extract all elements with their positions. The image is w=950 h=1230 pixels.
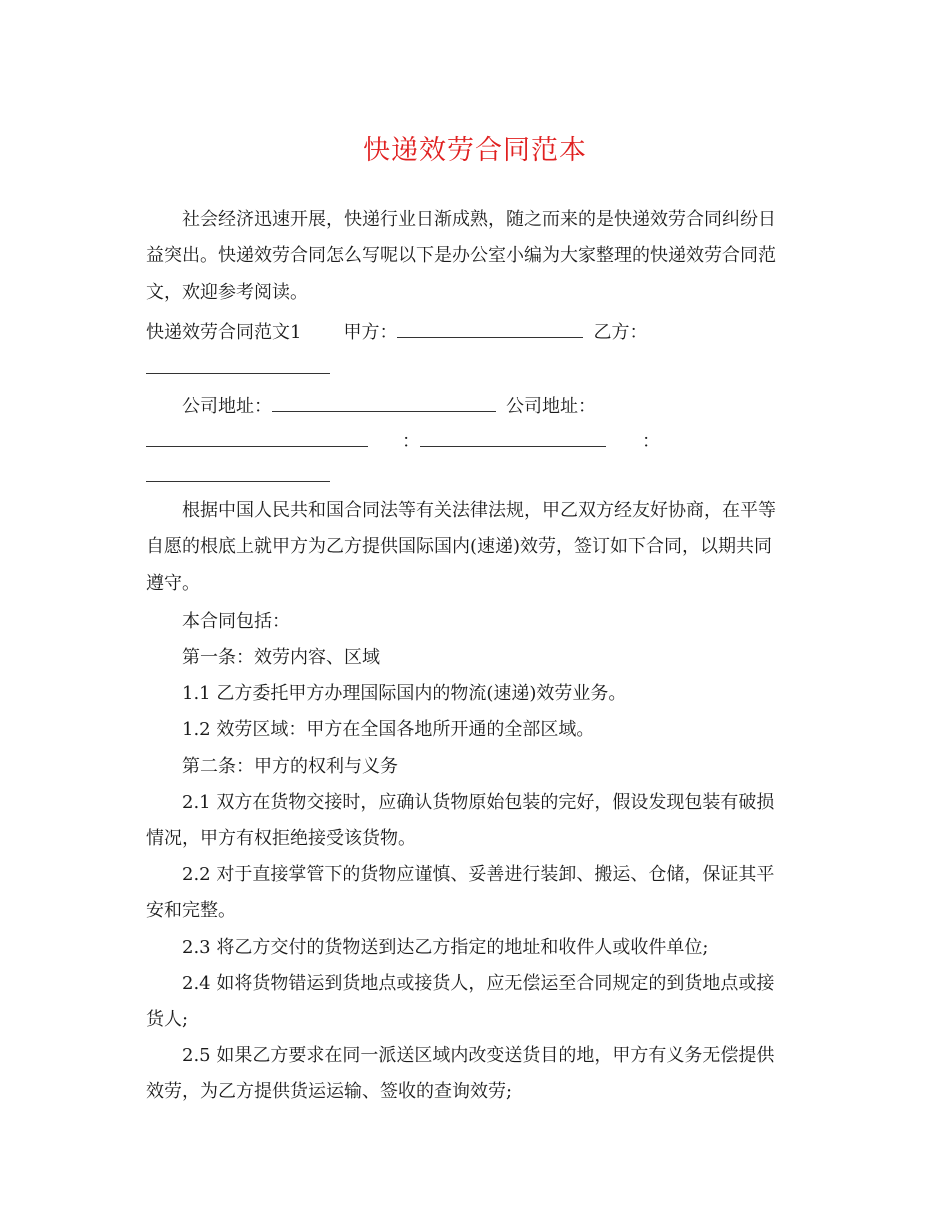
clause-2-5-line-1: 2.5 如果乙方要求在同一派送区域内改变送货目的地，甲方有义务无偿提供 xyxy=(182,1045,775,1066)
clause-2-3: 2.3 将乙方交付的货物送到达乙方指定的地址和收件人或收件单位; xyxy=(182,937,709,958)
blank-row-2 xyxy=(146,463,806,489)
clause-1-2: 1.2 效劳区域：甲方在全国各地所开通的全部区域。 xyxy=(182,719,595,740)
article-2-heading: 第二条：甲方的权利与义务 xyxy=(182,756,398,777)
party-a-blank[interactable] xyxy=(397,319,583,338)
preamble-line-2: 自愿的根底上就甲方为乙方提供国际国内(速递)效劳，签订如下合同，以期共同 xyxy=(146,536,773,557)
clause-2-2-line-1: 2.2 对于直接掌管下的货物应谨慎、妥善进行装卸、搬运、仓储，保证其平 xyxy=(182,864,775,885)
intro-line-1: 社会经济迅速开展，快递行业日渐成熟，随之而来的是快递效劳合同纠纷日 xyxy=(182,209,776,230)
contents-heading: 本合同包括： xyxy=(182,611,290,632)
clause-2-4-line-1: 2.4 如将货物错运到货地点或接货人，应无偿运至合同规定的到货地点或接 xyxy=(182,973,775,994)
blank-row xyxy=(146,428,806,454)
article-1-heading: 第一条：效劳内容、区域 xyxy=(182,647,380,668)
intro-line-3: 文，欢迎参考阅读。 xyxy=(146,282,308,303)
party-a-label: 甲方： xyxy=(343,322,398,343)
intro-line-2: 益突出。快递效劳合同怎么写呢以下是办公室小编为大家整理的快递效劳合同范 xyxy=(146,245,776,266)
clause-2-4-line-2: 货人; xyxy=(146,1009,189,1030)
address-line xyxy=(182,393,842,419)
address-a-blank[interactable] xyxy=(272,393,496,412)
party-b-blank[interactable] xyxy=(146,355,330,374)
party-line xyxy=(146,319,806,345)
clause-2-5-line-2: 效劳，为乙方提供货运运输、签收的查询效劳; xyxy=(146,1081,513,1102)
preamble-line-1: 根据中国人民共和国合同法等有关法律法规，甲乙双方经友好协商，在平等 xyxy=(182,500,776,521)
preamble-line-3: 遵守。 xyxy=(146,573,200,594)
address-b-blank[interactable] xyxy=(146,428,368,447)
clause-1-1: 1.1 乙方委托甲方办理国际国内的物流(速递)效劳业务。 xyxy=(182,683,627,704)
colon-2: ： xyxy=(642,431,660,452)
blank-field-1[interactable] xyxy=(420,428,606,447)
document-title: 快递效劳合同范本 xyxy=(363,135,587,166)
blank-field-2[interactable] xyxy=(146,463,330,482)
clause-2-2-line-2: 安和完整。 xyxy=(146,900,236,921)
clause-2-1-line-1: 2.1 双方在货物交接时，应确认货物原始包装的完好，假设发现包装有破损 xyxy=(182,792,775,813)
party-b-label: 乙方： xyxy=(593,322,648,343)
colon-1: ： xyxy=(402,431,420,452)
clause-2-1-line-2: 情况，甲方有权拒绝接受该货物。 xyxy=(146,828,416,849)
sample-label: 快递效劳合同范文1 xyxy=(146,322,302,343)
address-b-label: 公司地址： xyxy=(506,396,596,417)
party-b-blank-line xyxy=(146,355,806,381)
address-a-label: 公司地址： xyxy=(182,396,272,417)
